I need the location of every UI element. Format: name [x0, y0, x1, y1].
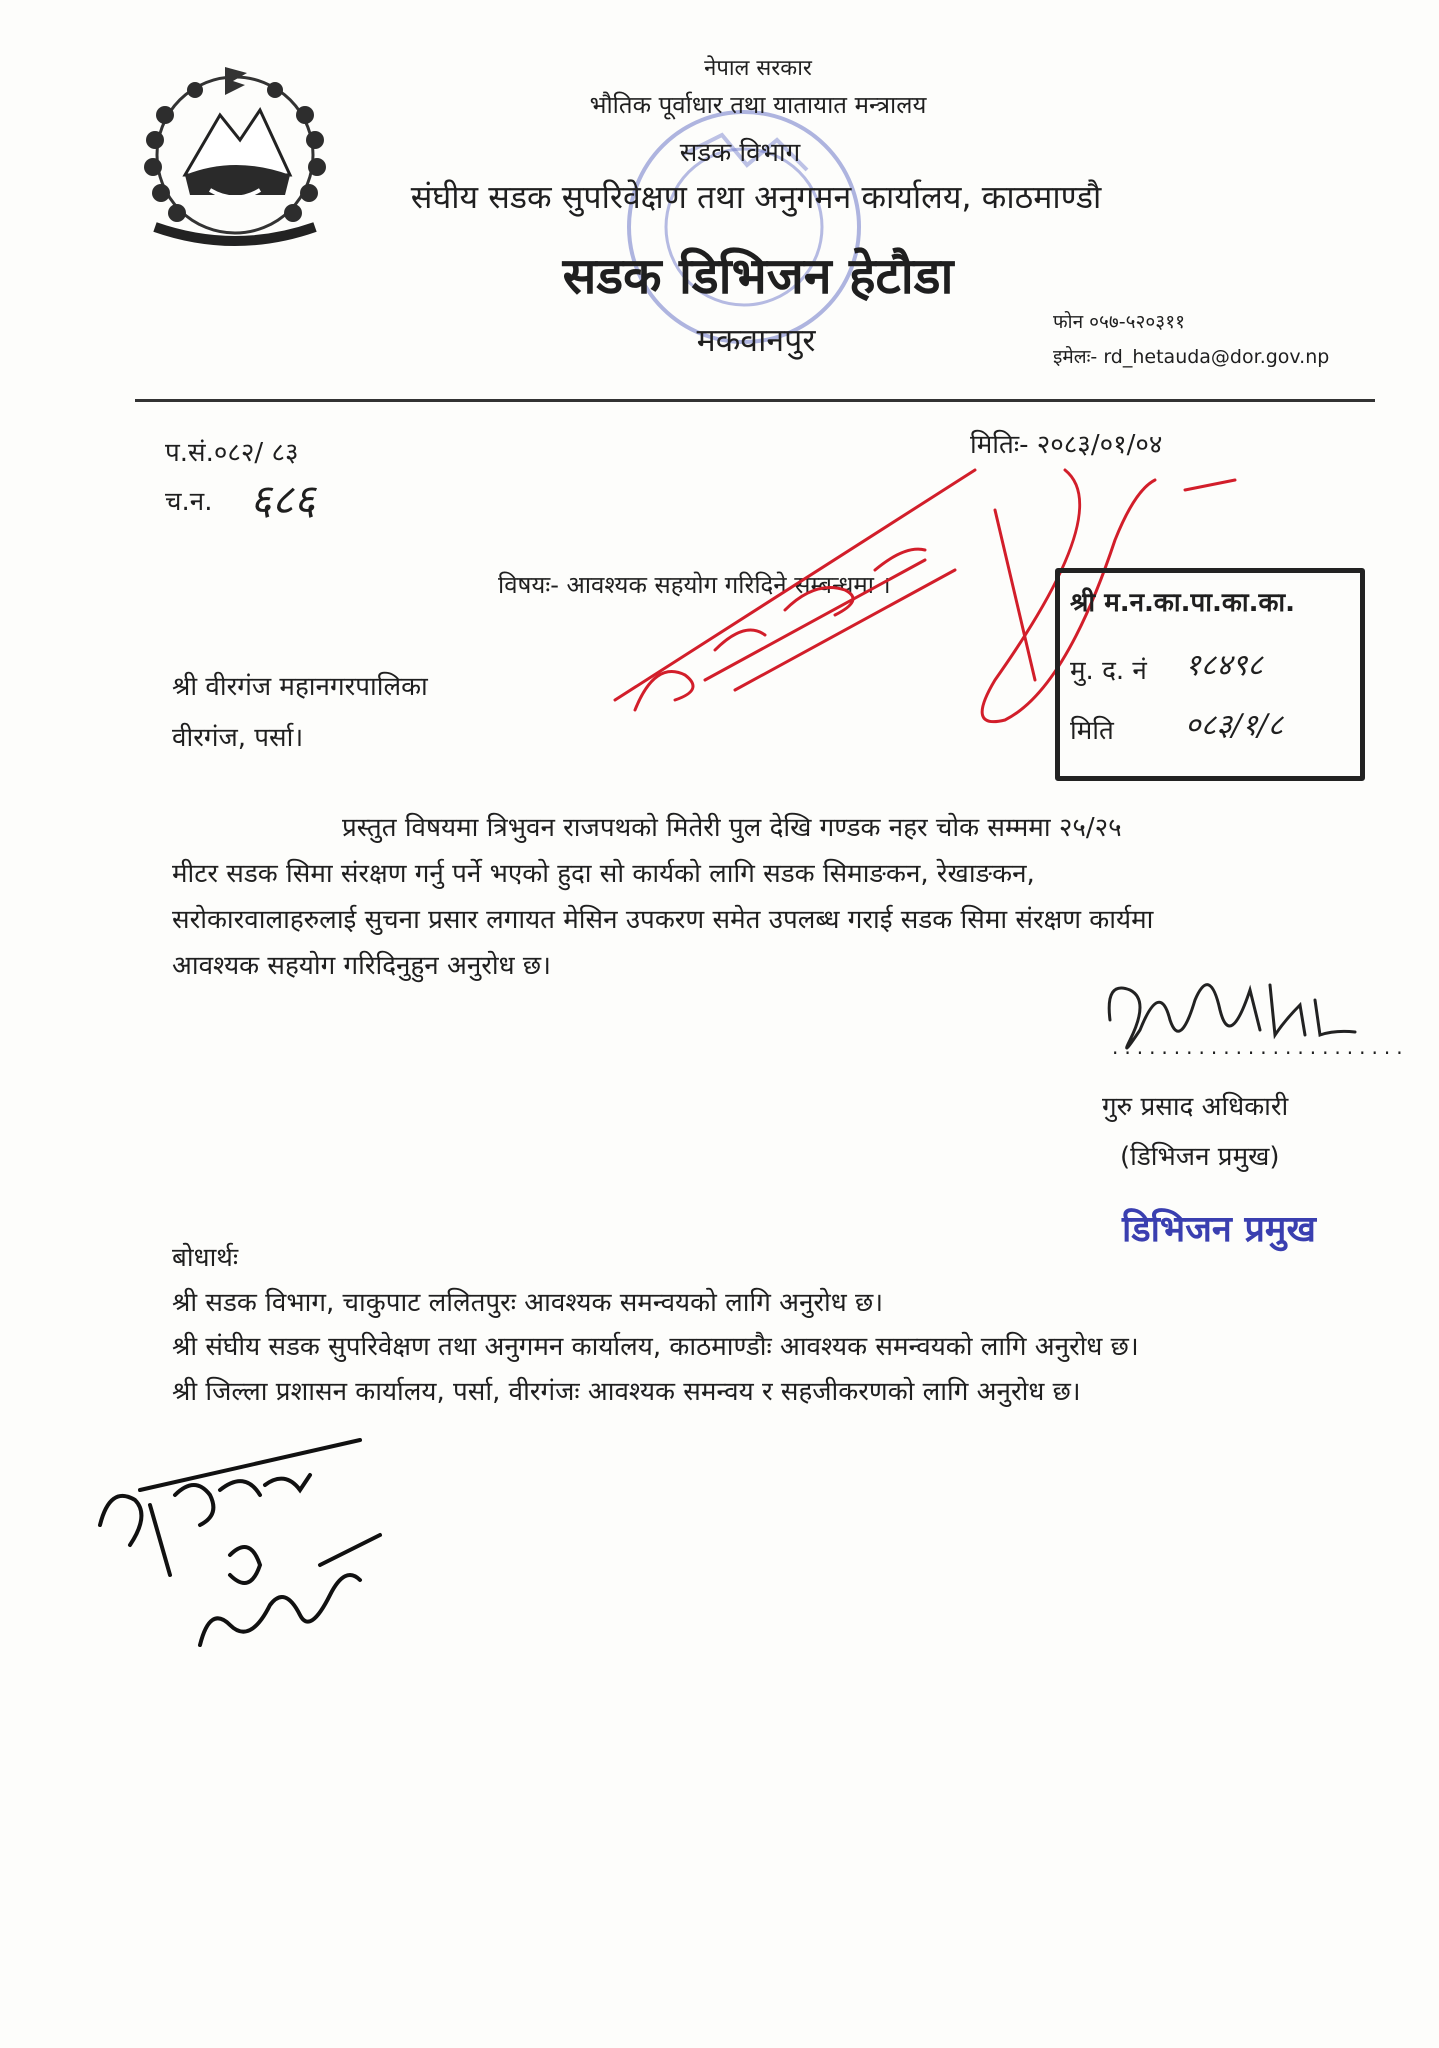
signature-dotted-line: ........................ — [1112, 1035, 1409, 1059]
received-stamp — [1055, 568, 1365, 781]
cc-item-2: श्री संघीय सडक सुपरिवेक्षण तथा अनुगमन कार्यालय, काठमाण्डौः आवश्यक समन्वयको लागि अनुरोध छ। — [172, 1332, 1139, 1362]
reference-number: प.सं.०८२/ ८३ — [165, 438, 299, 468]
signatory-name: गुरु प्रसाद अधिकारी — [1102, 1092, 1289, 1122]
letter-date: मितिः- २०८३/०१/०४ — [970, 430, 1163, 460]
addressee-line-2: वीरगंज, पर्सा। — [172, 723, 304, 753]
body-line-3: सरोकारवालाहरुलाई सुचना प्रसार लगायत मेसिन उपकरण समेत उपलब्ध गराई सडक सिमा संरक्षण कार्यमा — [172, 905, 1154, 935]
email-address[interactable]: rd_hetauda@dor.gov.np — [1103, 346, 1330, 368]
header-govt: नेपाल सरकार — [704, 56, 812, 81]
body-line-4: आवश्यक सहयोग गरिदिनुहुन अनुरोध छ। — [172, 951, 551, 981]
body-line-1: प्रस्तुत विषयमा त्रिभुवन राजपथको मितेरी पुल देखि गण्डक नहर चोक सम्ममा २५/२५ — [342, 813, 1122, 843]
header-office: संघीय सडक सुपरिवेक्षण तथा अनुगमन कार्यालय, काठमाण्डौ — [410, 178, 1102, 216]
received-stamp-number: १८४९८ — [1185, 648, 1263, 683]
addressee-line-1: श्री वीरगंज महानगरपालिका — [172, 672, 428, 702]
division-chief-stamp: डिभिजन प्रमुख — [1122, 1209, 1316, 1250]
header-divider — [135, 399, 1375, 402]
email-line — [1053, 343, 1329, 369]
subject-line: विषयः- आवश्यक सहयोग गरिदिने सम्बन्धमा । — [498, 571, 891, 599]
chalani-label: च.न. — [165, 487, 213, 517]
cc-item-3: श्री जिल्ला प्रशासन कार्यालय, पर्सा, वीरगंजः आवश्यक समन्वय र सहजीकरणको लागि अनुरोध छ। — [172, 1377, 1081, 1407]
signatory-title: (डिभिजन प्रमुख) — [1120, 1142, 1280, 1172]
phone-number: ०५७-५२०३११ — [1089, 311, 1185, 333]
received-stamp-office: श्री म.न.का.पा.का.का. — [1070, 588, 1296, 618]
header-division: सडक डिभिजन हेटौडा — [562, 247, 954, 305]
received-stamp-date-label: मिति — [1070, 716, 1114, 746]
phone-line — [1053, 308, 1185, 334]
chalani-number: ६८६ — [250, 475, 316, 524]
phone-label: फोन — [1053, 311, 1084, 333]
email-label: इमेलः- — [1053, 346, 1098, 368]
header-department: सडक विभाग — [679, 138, 801, 168]
header-ministry: भौतिक पूर्वाधार तथा यातायात मन्त्रालय — [589, 91, 927, 119]
cc-item-1: श्री सडक विभाग, चाकुपाट ललितपुरः आवश्यक समन्वयको लागि अनुरोध छ। — [172, 1288, 884, 1318]
received-stamp-date: ०८३/१/८ — [1185, 708, 1284, 743]
header-district: मकवानपुर — [696, 321, 816, 359]
handwritten-routing-note — [80, 1415, 400, 1675]
cc-heading: बोधार्थः — [172, 1243, 239, 1273]
nepal-emblem-logo — [125, 55, 345, 255]
received-stamp-number-label: मु. द. नं — [1070, 656, 1147, 686]
body-line-2: मीटर सडक सिमा संरक्षण गर्नु पर्ने भएको हुदा सो कार्यको लागि सडक सिमाङकन, रेखाङकन, — [172, 859, 1035, 889]
